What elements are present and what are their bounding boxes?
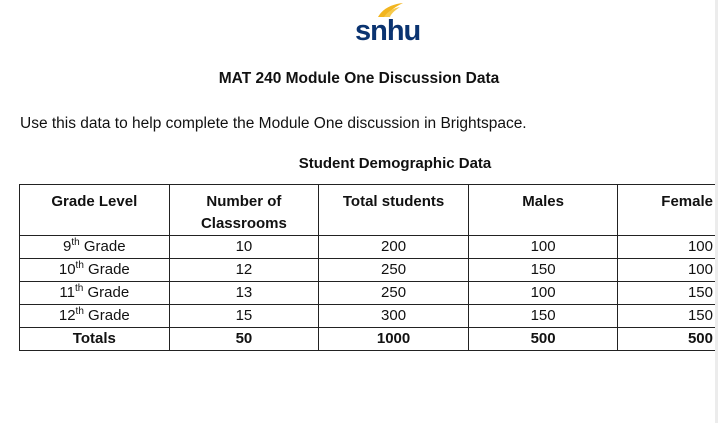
header-total-students: Total students xyxy=(319,185,469,236)
table-title: Student Demographic Data xyxy=(298,155,492,172)
table-row xyxy=(20,282,718,305)
demographic-table xyxy=(19,184,718,351)
table-row xyxy=(20,259,718,282)
classrooms-cell: 12 xyxy=(169,259,319,282)
total-cell: 250 xyxy=(319,282,469,305)
total-cell: 300 xyxy=(319,305,469,328)
totals-row xyxy=(20,328,718,351)
logo-text: snhu xyxy=(355,15,421,47)
totals-total-cell: 1000 xyxy=(319,328,469,351)
total-cell: 250 xyxy=(319,259,469,282)
totals-label-cell: Totals xyxy=(20,328,170,351)
females-cell: 150 xyxy=(618,282,718,305)
totals-males-cell: 500 xyxy=(468,328,617,351)
females-cell: 100 xyxy=(618,236,718,259)
grade-cell: 12th Grade xyxy=(20,305,170,328)
total-cell: 200 xyxy=(319,236,469,259)
males-cell: 100 xyxy=(468,236,617,259)
table-row xyxy=(20,236,718,259)
classrooms-cell: 13 xyxy=(169,282,319,305)
table-row xyxy=(20,305,718,328)
females-cell: 150 xyxy=(618,305,718,328)
header-grade-level: Grade Level xyxy=(20,185,170,236)
classrooms-cell: 10 xyxy=(169,236,319,259)
intro-text: Use this data to help complete the Module One discussion in Brightspace. xyxy=(20,115,527,132)
males-cell: 150 xyxy=(468,305,617,328)
males-cell: 100 xyxy=(468,282,617,305)
females-cell: 100 xyxy=(618,259,718,282)
totals-classrooms-cell: 50 xyxy=(169,328,319,351)
document-title: MAT 240 Module One Discussion Data xyxy=(218,70,500,87)
snhu-logo xyxy=(355,2,435,50)
totals-females-cell: 500 xyxy=(618,328,718,351)
header-females: Female xyxy=(618,185,718,236)
header-males: Males xyxy=(468,185,617,236)
grade-cell: 9th Grade xyxy=(20,236,170,259)
males-cell: 150 xyxy=(468,259,617,282)
grade-cell: 11th Grade xyxy=(20,282,170,305)
classrooms-cell: 15 xyxy=(169,305,319,328)
header-classrooms: Number of Classrooms xyxy=(169,185,319,236)
table-header-row xyxy=(20,185,718,236)
grade-cell: 10th Grade xyxy=(20,259,170,282)
